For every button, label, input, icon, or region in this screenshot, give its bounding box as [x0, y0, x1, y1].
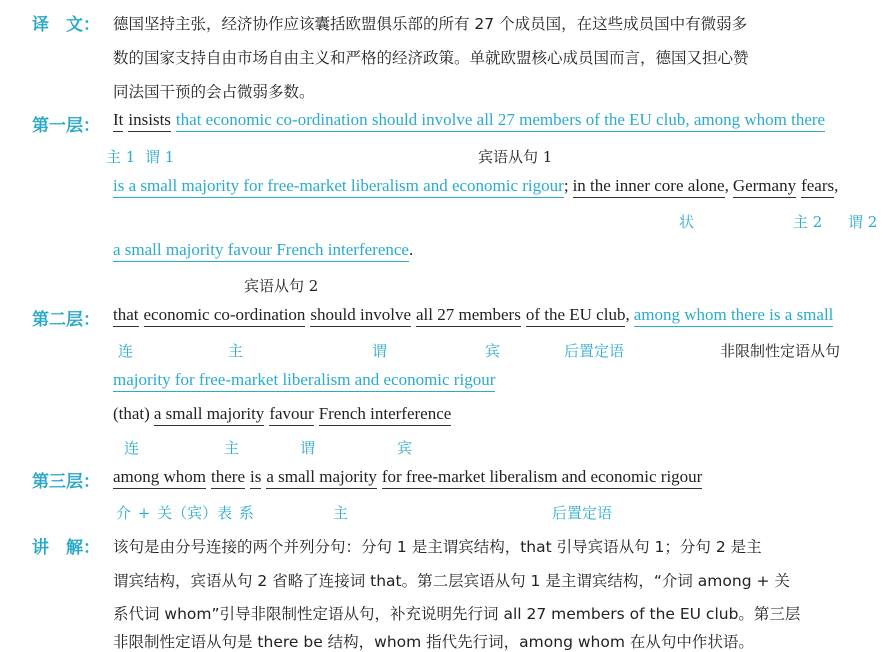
layer2-relative-clause-part1: among whom there is a small — [634, 305, 834, 327]
layer2-postmodifier: of the EU club — [526, 305, 626, 327]
tag-subject-1: 主 1 — [106, 148, 136, 166]
tag-object-clause-1: 宾语从句 1 — [478, 148, 553, 166]
layer2-label: 第二层： — [32, 310, 100, 330]
layer2-subject: economic co-ordination — [144, 305, 306, 327]
tag-conjunction: 连 — [118, 342, 134, 360]
explanation-line-2: 谓宾结构，宾语从句 2 省略了连接词 that。第二层宾语从句 1 是主谓宾结构，“介词 among + 关 — [113, 572, 790, 590]
translation-line-3: 同法国干预的会占微弱多数。 — [113, 83, 315, 101]
semicolon: ; — [563, 176, 569, 195]
explanation-label: 讲 解： — [32, 538, 100, 558]
tag-predicate-1: 谓 1 — [145, 148, 175, 166]
explanation-line-3: 系代词 whom”引导非限制性定语从句，补充说明先行词 all 27 members of the EU club。第三层 — [113, 605, 801, 623]
translation-line-2: 数的国家支持自由市场自由主义和严格的经济政策。单就欧盟核心成员国而言，德国又担心赞 — [113, 49, 749, 67]
layer3-line-1 — [113, 467, 702, 489]
tag-postmodifier-3: 后置定语 — [552, 504, 613, 522]
tag-subject-3: 主 — [333, 504, 349, 522]
layer1-line-1 — [113, 110, 825, 132]
period: . — [408, 240, 414, 259]
layer1-subject-2: Germany — [733, 176, 796, 198]
layer1-adverbial: in the inner core alone — [573, 176, 725, 198]
layer2-conjunction: that — [113, 305, 139, 327]
explanation-line-4: 非限制性定语从句是 there be 结构，whom 指代先行词，among whom 在从句中作状语。 — [113, 633, 754, 651]
comma: , — [625, 305, 630, 324]
translation-line-1: 德国坚持主张，经济协作应该囊括欧盟俱乐部的所有 27 个成员国，在这些成员国中有微弱多 — [113, 15, 748, 33]
tag-relative-clause: 非限制性定语从句 — [720, 342, 841, 360]
layer3-prep-relative: among whom — [113, 467, 206, 489]
tag-predicate-b: 谓 — [300, 439, 316, 457]
tag-subject-2: 主 2 — [793, 213, 823, 231]
layer1-object-clause-2: a small majority favour French interference — [113, 240, 409, 262]
layer1-line-2 — [113, 176, 838, 198]
layer2-relative-clause-part2: majority for free-market liberalism and economic rigour — [113, 370, 495, 392]
tag-predicate: 谓 — [372, 342, 388, 360]
tag-adverbial: 状 — [679, 213, 695, 231]
tag-predicate-2: 谓 2 — [848, 213, 878, 231]
layer1-object-clause-1-part2: is a small majority for free-market liberalism and economic rigour — [113, 176, 564, 198]
layer2-line-3 — [113, 404, 451, 426]
layer3-postmodifier: for free-market liberalism and economic rigour — [382, 467, 703, 489]
layer2-line-1 — [113, 305, 833, 327]
tag-postmodifier: 后置定语 — [564, 342, 625, 360]
tag-object-clause-2: 宾语从句 2 — [244, 277, 319, 295]
layer2-subject-b: a small majority — [154, 404, 264, 426]
tag-object: 宾 — [485, 342, 501, 360]
layer3-subject: a small majority — [266, 467, 376, 489]
tag-object-b: 宾 — [397, 439, 413, 457]
layer1-label: 第一层： — [32, 116, 100, 136]
layer1-line-3 — [113, 240, 413, 262]
layer2-object: all 27 members — [416, 305, 521, 327]
layer2-omitted-conjunction: (that) — [113, 404, 150, 423]
layer3-verb: is — [250, 467, 261, 489]
layer2-line-2 — [113, 370, 495, 392]
layer3-expletive: there — [211, 467, 245, 489]
tag-prep-relative: 介 + 关（宾）表 系 — [116, 504, 254, 522]
layer1-object-clause-1-part1: that economic co-ordination should involve all 27 members of the EU club, among whom there — [176, 110, 825, 132]
translation-label: 译 文： — [32, 15, 100, 35]
explanation-line-1: 该句是由分号连接的两个并列分句：分句 1 是主谓宾结构，that 引导宾语从句 1；分句 2 是主 — [113, 538, 762, 556]
layer2-predicate: should involve — [310, 305, 411, 327]
layer3-label: 第三层： — [32, 472, 100, 492]
layer2-predicate-b: favour — [269, 404, 313, 426]
layer1-predicate-1: insists — [128, 110, 171, 132]
tag-subject-b: 主 — [224, 439, 240, 457]
layer2-object-b: French interference — [319, 404, 452, 426]
comma: , — [724, 176, 729, 195]
tag-subject: 主 — [228, 342, 244, 360]
comma: , — [834, 176, 839, 195]
tag-conjunction-b: 连 — [124, 439, 140, 457]
layer1-subject-1: It — [113, 110, 123, 132]
layer1-predicate-2: fears — [801, 176, 834, 198]
